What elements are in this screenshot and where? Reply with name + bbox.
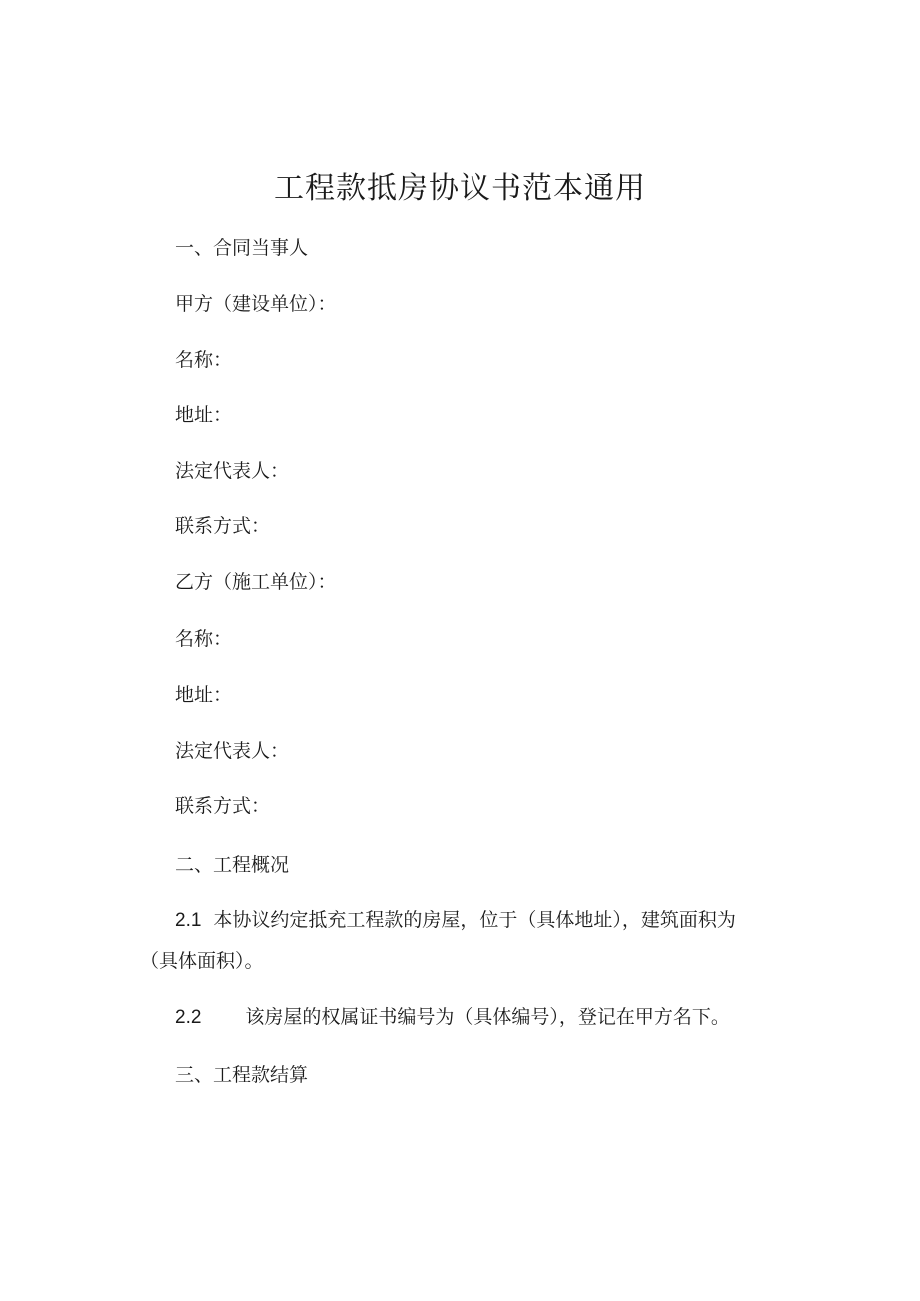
clause-2-1-text-line1: 本协议约定抵充工程款的房屋，位于（具体地址），建筑面积为 [213,909,736,931]
party-b-contact-field: 联系方式： [175,795,271,817]
party-b-name-field: 名称： [175,628,233,650]
clause-2-1-text-line2: （具体面积）。 [140,950,264,972]
section-heading-parties: 一、合同当事人 [175,237,309,259]
clause-2-1-number: 2.1 [175,910,202,931]
party-a-representative-field: 法定代表人： [175,460,290,482]
party-a-label: 甲方（建设单位）： [175,293,337,315]
clause-2-2-number: 2.2 [175,1007,202,1028]
party-b-address-field: 地址： [175,684,233,706]
document-title: 工程款抵房协议书范本通用 [274,171,646,206]
section-heading-project-overview: 二、工程概况 [175,854,290,876]
party-b-representative-field: 法定代表人： [175,740,290,762]
party-a-contact-field: 联系方式： [175,515,271,537]
section-heading-settlement: 三、工程款结算 [175,1064,309,1086]
clause-2-1 [175,905,736,932]
party-b-label: 乙方（施工单位）： [175,571,337,593]
party-a-address-field: 地址： [175,404,233,426]
party-a-name-field: 名称： [175,349,233,371]
clause-2-2 [175,1002,730,1029]
clause-2-2-text: 该房屋的权属证书编号为（具体编号），登记在甲方名下。 [245,1006,730,1028]
